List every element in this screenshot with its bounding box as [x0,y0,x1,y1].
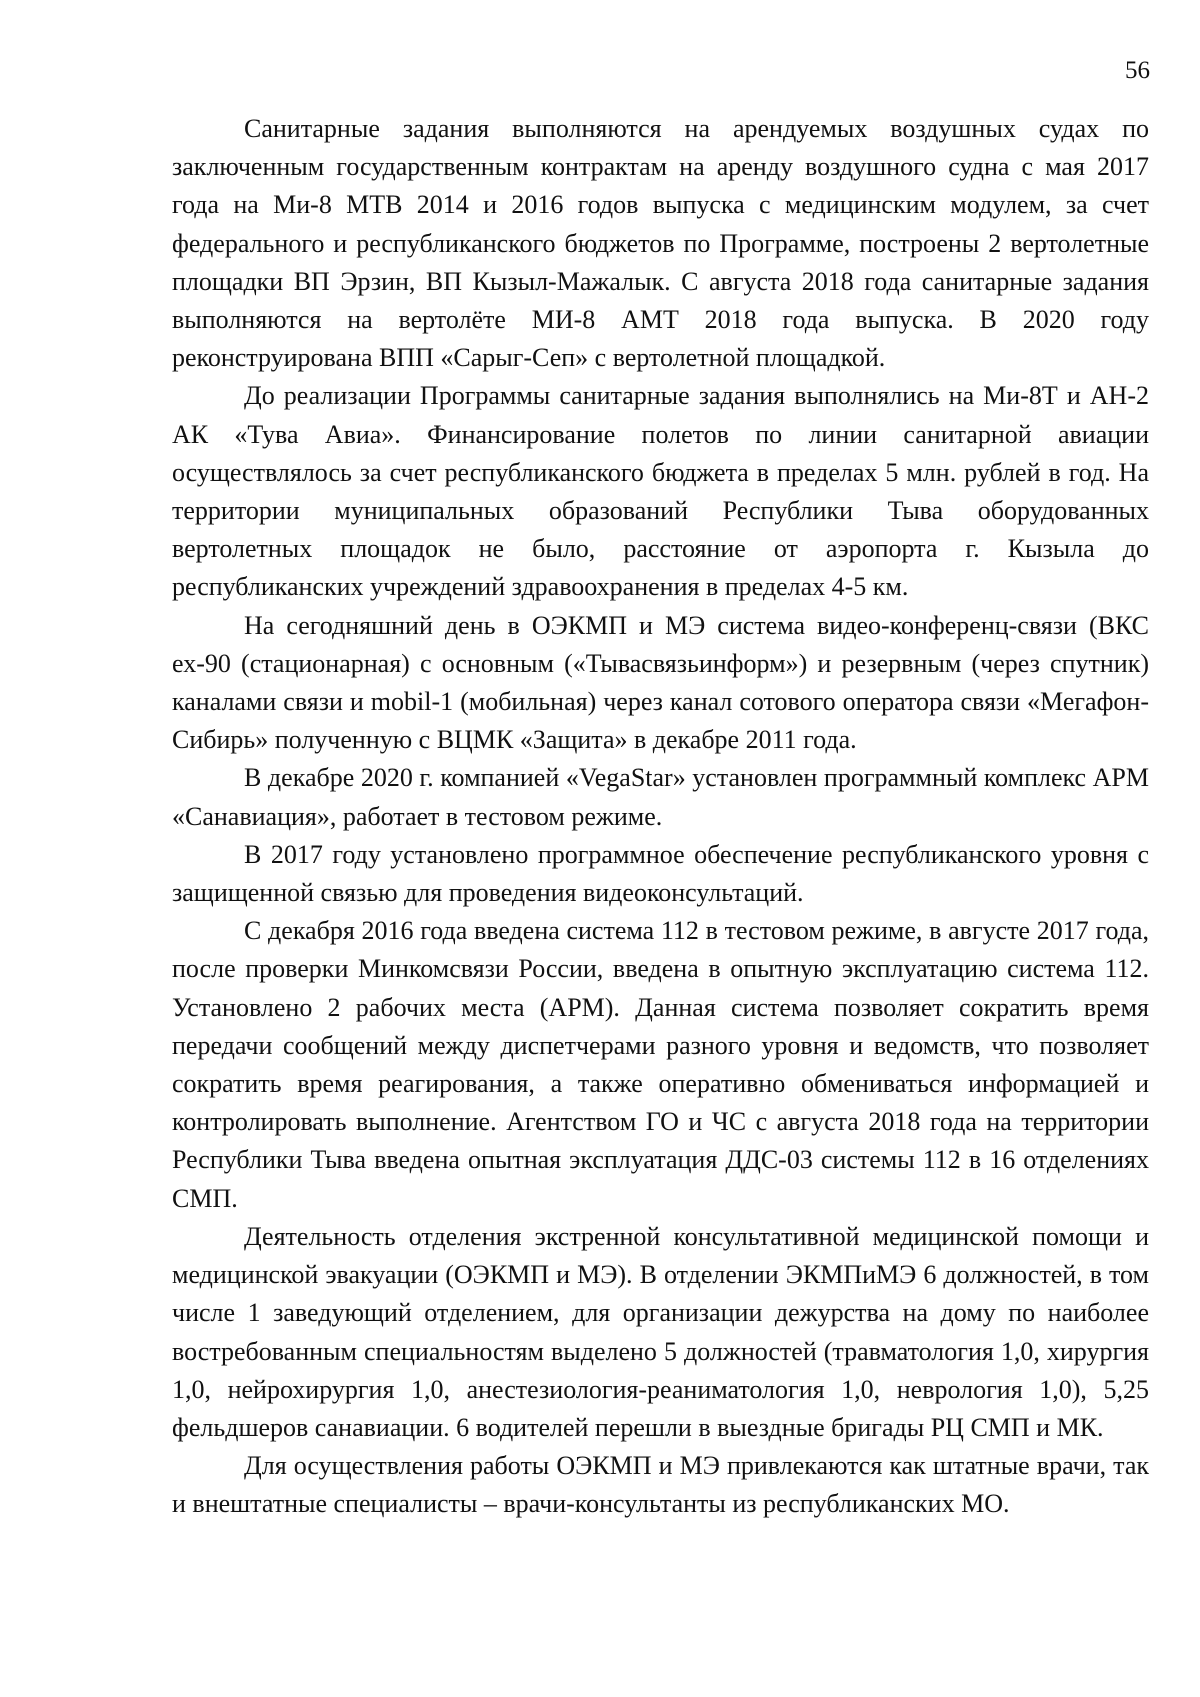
document-body [172,110,1149,1524]
paragraph-system-112: С декабря 2016 года введена система 112 в тестовом режиме, в августе 2017 года, после проверки Минкомсвязи России, введена в опытную эксплуатацию система 112. Установлено 2 рабочих места (АРМ). Данная система позволяет сократить время передачи сообщений между диспетчерами разного уровня и ведомств, что позволяет сократить время реагирования, а также оперативно обмениваться информацией и контролировать выполнение. Агентством ГО и ЧС с августа 2018 года на территории Республики Тыва введена опытная эксплуатация ДДС-03 системы 112 в 16 отделениях СМП. [172,916,1149,1213]
paragraph-software-2017: В 2017 году установлено программное обеспечение республиканского уровня с защищенной связью для проведения видеоконсультаций. [172,839,1149,908]
paragraph-department-activity: Деятельность отделения экстренной консультативной медицинской помощи и медицинской эвакуации (ОЭКМП и МЭ). В отделении ЭКМПиМЭ 6 должностей, в том числе 1 заведующий отделением, для организации дежурства на дому по наиболее востребованным специальностям выделено 5 должностей (травматология 1,0, хирургия 1,0, нейрохирургия 1,0, анестезиология-реаниматология 1,0, неврология 1,0), 5,25 фельдшеров санавиации. 6 водителей перешли в выездные бригады РЦ СМП и МК. [172,1221,1149,1442]
paragraph-before-program: До реализации Программы санитарные задания выполнялись на Ми-8Т и АН-2 АК «Тува Авиа». Финансирование полетов по линии санитарной авиации осуществлялось за счет республиканского бюджета в пределах 5 млн. рублей в год. На территории муниципальных образований Республики Тыва оборудованных вертолетных площадок не было, расстояние от аэропорта г. Кызыла до республиканских учреждений здравоохранения в пределах 4-5 км. [172,381,1149,602]
paragraph-vegastar: В декабре 2020 г. компанией «VegaStar» установлен программный комплекс АРМ «Санавиация», работает в тестовом режиме. [172,763,1149,831]
paragraph-consultants: Для осуществления работы ОЭКМП и МЭ привлекаются как штатные врачи, так и внештатные специалисты – врачи-консультанты из республиканских МО. [172,1451,1149,1519]
paragraph-sanitary-tasks: Санитарные задания выполняются на арендуемых воздушных судах по заключенным государственным контрактам на аренду воздушного судна с мая 2017 года на Ми-8 МТВ 2014 и 2016 годов выпуска с медицинским модулем, за счет федерального и республиканского бюджетов по Программе, построены 2 вертолетные площадки ВП Эрзин, ВП Кызыл-Мажалык. С августа 2018 года санитарные задания выполняются на вертолёте МИ-8 АМТ 2018 года выпуска. В 2020 году реконструирована ВПП «Сарыг-Сеп» с вертолетной площадкой. [172,114,1149,373]
page-number: 56 [1125,57,1150,84]
paragraph-video-conference: На сегодняшний день в ОЭКМП и МЭ система видео-конференц-связи (ВКС ех-90 (стационарная) с основным («Тывасвязьинформ») и резервным (через спутник) каналами связи и mobil-1 (мобильная) через канал сотового оператора связи «Мегафон-Сибирь» полученную с ВЦМК «Защита» в декабре 2011 года. [172,610,1149,755]
